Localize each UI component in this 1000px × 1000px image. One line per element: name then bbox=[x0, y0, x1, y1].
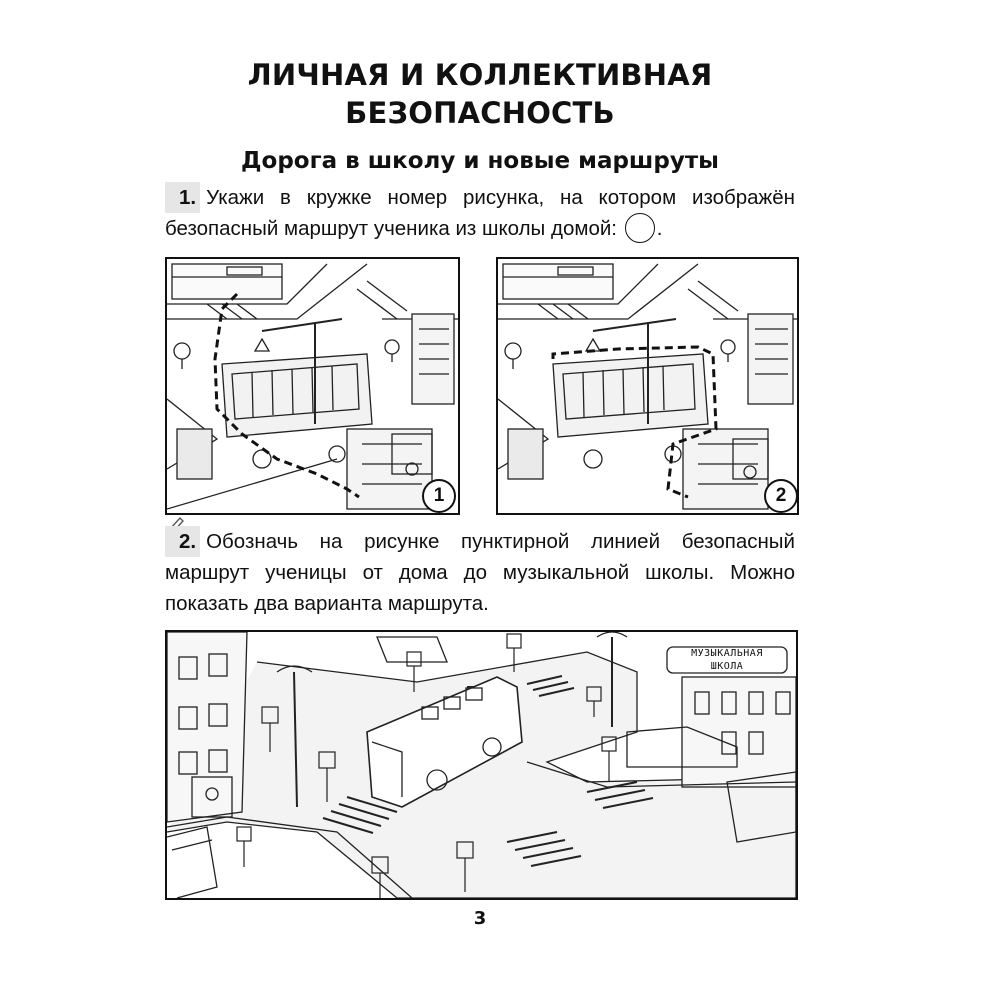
page-number: 3 bbox=[473, 908, 487, 929]
route-illustration-2 bbox=[498, 259, 797, 513]
task-1-text: Укажи в кружке номер рисунка, на котором изображён безопасный маршрут ученика из школы домой: bbox=[165, 186, 795, 240]
task-1-end: . bbox=[656, 217, 663, 240]
route-picture-2 bbox=[496, 257, 799, 515]
title-line-1: ЛИЧНАЯ И КОЛЛЕКТИВНАЯ bbox=[247, 58, 713, 92]
title-line-2: БЕЗОПАСНОСТЬ bbox=[345, 96, 615, 130]
section-subtitle: Дорога в школу и новые маршруты bbox=[241, 148, 719, 174]
task-2-text: Обозначь на рисунке пунктирной линией безопасный маршрут ученицы от дома до музыкальной школы. Можно показать два варианта маршрута. bbox=[165, 530, 795, 615]
street-scene-illustration[interactable] bbox=[165, 630, 798, 900]
music-school-sign-line-1: МУЗЫКАЛЬНАЯ bbox=[691, 648, 763, 659]
music-school-sign bbox=[667, 647, 787, 673]
task-1-number: 1. bbox=[165, 182, 200, 213]
route-illustration-1 bbox=[167, 259, 458, 513]
route-picture-1 bbox=[165, 257, 460, 515]
answer-circle[interactable] bbox=[625, 213, 655, 243]
picture-1-number-badge: 1 bbox=[422, 479, 456, 513]
page-title bbox=[160, 56, 800, 132]
task-2 bbox=[165, 526, 795, 619]
task-2-number: 2. bbox=[165, 526, 200, 557]
picture-2-number-badge: 2 bbox=[764, 479, 798, 513]
music-school-sign-line-2: ШКОЛА bbox=[710, 661, 744, 672]
task-1 bbox=[165, 182, 795, 244]
